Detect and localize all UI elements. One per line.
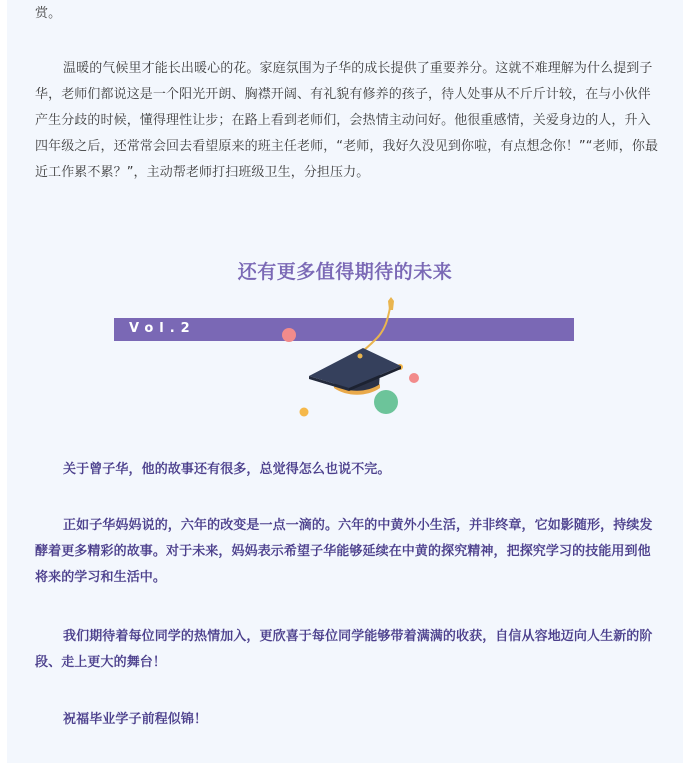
paragraph-blessing: 祝福毕业学子前程似锦！ [63, 712, 208, 727]
tassel-end [388, 297, 394, 310]
decor-dot-pink [409, 373, 419, 383]
decor-dot-red [282, 328, 296, 342]
tassel-string [359, 303, 391, 354]
paragraph-mother-words: 正如子华妈妈说的，六年的改变是一点一滴的。六年的中黄外小生活，并非终章，它如影随形，持续发酵着更多精彩的故事。对于未来，妈妈表示希望子华能够延续在中黄的探究精神，把探究学习的技能用到他将来的学习和生活中。 [35, 518, 653, 585]
paragraph-family-warmth: 温暖的气候里才能长出暖心的花。家庭氛围为子华的成长提供了重要养分。这就不难理解为什么提到子华，老师们都说这是一个阳光开朗、胸襟开阔、有礼貌有修养的孩子，待人处事从不斤斤计较，在与小伙伴产生分歧的时候，懂得理性让步；在路上看到老师们，会热情主动问好。他很重感情，关爱身边的人，升入四年级之后，还常常会回去看望原来的班主任老师，“老师，我好久没见到你啦，有点想念你！”“老师，你最近工作累不累？”，主动帮老师打扫班级卫生，分担压力。 [35, 61, 659, 180]
section-title: 还有更多值得期待的未来 [237, 261, 453, 283]
paragraph-expectation: 我们期待着每位同学的热情加入，更欣喜于每位同学能够带着满满的收获，自信从容地迈向人生新的阶段、走上更大的舞台！ [35, 629, 653, 670]
paragraph-more-stories: 关于曾子华，他的故事还有很多，总觉得怎么也说不完。 [63, 462, 391, 477]
article-page [7, 0, 683, 763]
decor-dot-yellow [300, 408, 309, 417]
vol-label: Vol.2 [129, 321, 196, 336]
decor-dot-green [374, 390, 398, 414]
paragraph-top-fragment: 赏。 [35, 6, 62, 21]
cap-button [358, 354, 363, 359]
graduation-cap-icon [267, 296, 437, 421]
